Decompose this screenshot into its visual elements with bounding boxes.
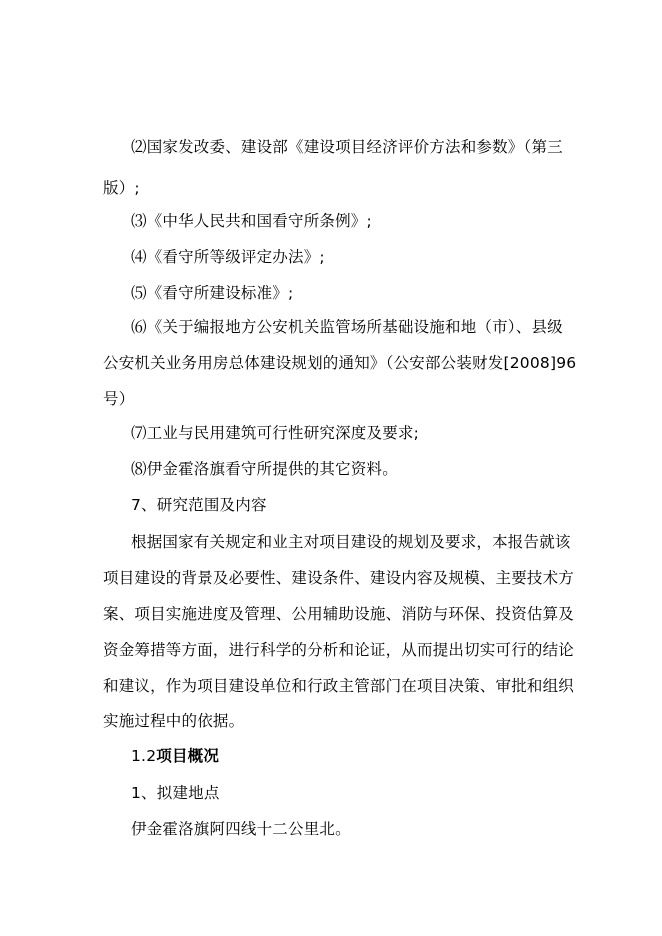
reference-item-7: ⑺工业与民用建筑可行性研究深度及要求; bbox=[131, 424, 420, 442]
section-number: 1.2 bbox=[131, 747, 157, 765]
subsection-heading-research-scope: 7、研究范围及内容 bbox=[131, 496, 267, 514]
paragraph-line-1: 根据国家有关规定和业主对项目建设的规划及要求，本报告就该 bbox=[131, 533, 571, 551]
reference-item-3: ⑶《中华人民共和国看守所条例》; bbox=[131, 212, 372, 230]
reference-item-4: ⑷《看守所等级评定办法》; bbox=[131, 248, 325, 266]
section-heading bbox=[131, 746, 219, 766]
location-text: 伊金霍洛旗阿四线十二公里北。 bbox=[131, 820, 351, 838]
section-title: 项目概况 bbox=[156, 747, 220, 765]
paragraph-line-6: 实施过程中的依据。 bbox=[103, 712, 245, 730]
reference-item-6-line-1: ⑹《关于编报地方公安机关监管场所基础设施和地（市）、县级 bbox=[131, 318, 563, 336]
reference-item-5: ⑸《看守所建设标准》; bbox=[131, 284, 294, 302]
paragraph-line-2: 项目建设的背景及必要性、建设条件、建设内容及规模、主要技术方 bbox=[103, 569, 575, 587]
paragraph-line-5: 和建议，作为项目建设单位和行政主管部门在项目决策、审批和组织 bbox=[103, 677, 575, 695]
paragraph-line-3: 案、项目实施进度及管理、公用辅助设施、消防与环保、投资估算及 bbox=[103, 605, 575, 623]
subsection-heading-location: 1、拟建地点 bbox=[131, 784, 220, 802]
reference-item-2-line-2: 版）; bbox=[103, 179, 140, 197]
reference-item-2-line-1: ⑵国家发改委、建设部《建设项目经济评价方法和参数》（第三 bbox=[131, 138, 563, 156]
reference-item-6-line-3: 号） bbox=[103, 390, 135, 408]
reference-item-6-line-2: 公安机关业务用房总体建设规划的通知》（公安部公装财发[2008]96 bbox=[103, 354, 577, 372]
reference-item-8: ⑻伊金霍洛旗看守所提供的其它资料。 bbox=[131, 460, 398, 478]
paragraph-line-4: 资金筹措等方面，进行科学的分析和论证，从而提出切实可行的结论 bbox=[103, 641, 575, 659]
